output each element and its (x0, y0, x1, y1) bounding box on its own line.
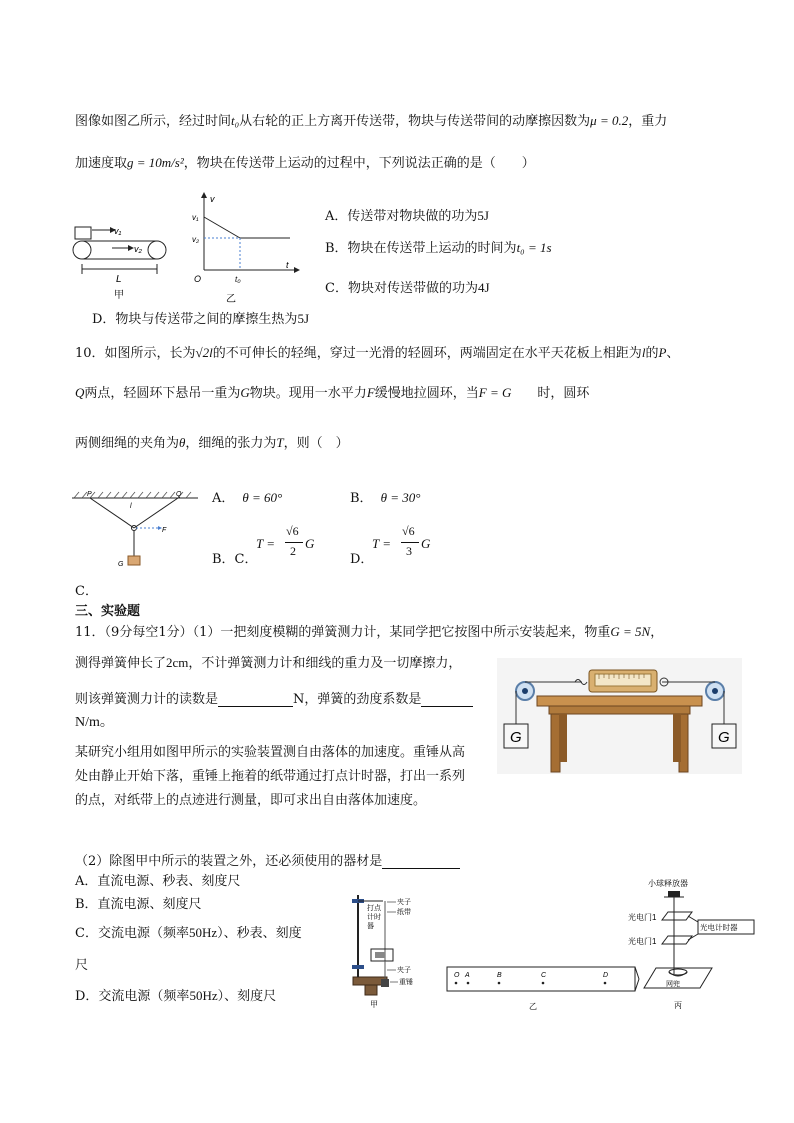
rope-figure (70, 488, 200, 570)
label-timer: 打点 (367, 905, 381, 912)
label-t: t (286, 260, 289, 270)
fraction-denominator: 2 (290, 544, 296, 558)
arrowhead (201, 192, 207, 198)
clamp-bottom (352, 965, 364, 969)
q11-paragraph (75, 741, 465, 813)
paragraph-line: 某研究小组用如图甲所示的实验装置测自由落体的加速度。重锤从高 (75, 745, 466, 760)
weight-block (128, 556, 140, 565)
q10-l: l (641, 345, 646, 360)
q10-len: √2l (195, 345, 213, 360)
paper-tape-figure (445, 965, 640, 1013)
q10-stray-c: C． (75, 584, 98, 599)
fraction-numerator: √6 (402, 524, 415, 538)
q11-line2 (75, 652, 461, 671)
q9-text: ，重力 (628, 114, 668, 129)
q9-option-d[interactable] (92, 308, 309, 327)
option-text: A．传送带对物块做的功为 (325, 209, 478, 224)
option-value: θ = 30° (380, 490, 421, 505)
q11-text: （2）除图甲中所示的装置之外，还必须使用的器材是 (75, 854, 383, 869)
q11-text: 。 (99, 714, 114, 730)
q10-F: F (366, 385, 375, 400)
label-releaser: 小球释放器 (648, 879, 688, 888)
option-G: G (305, 536, 315, 551)
label-C: C (541, 972, 547, 979)
fraction-bar (401, 542, 419, 543)
q9-text: 加速度取 (75, 156, 128, 171)
spring-table-figure (497, 658, 742, 774)
option-text: A． (212, 491, 235, 506)
label-P: P (87, 491, 92, 498)
caption-bing: 丙 (674, 1001, 682, 1010)
caption-yi: 乙 (529, 1002, 537, 1011)
option-text: ）、刻度尺 (217, 989, 277, 1004)
q10-option-b[interactable] (350, 487, 420, 506)
table-leg-back (673, 714, 681, 762)
q11-text: N，弹簧的劲度系数是 (293, 692, 422, 707)
q10-text: 的不可伸长的轻绳，穿过一光滑的轻圆环，两端固定在水平天花板上相距为 (212, 346, 642, 361)
label-v2: v₂ (134, 244, 142, 254)
dot (455, 982, 458, 985)
q9-option-b[interactable] (325, 237, 552, 256)
option-text: D．交流电源（频率 (75, 989, 190, 1004)
gate2 (662, 936, 692, 944)
q10-text: 缓慢地拉圆环，当 (374, 386, 479, 401)
label-D: D (603, 972, 609, 979)
q9-g: g = 10m/s² (127, 155, 184, 170)
dot (604, 982, 607, 985)
q11-option-a[interactable]: A．直流电源、秒表、刻度尺 (75, 874, 241, 889)
q11-text: ， (650, 625, 664, 640)
option-value: 5J (477, 208, 489, 223)
releaser (668, 891, 680, 897)
option-value: 4J (477, 280, 490, 295)
q9-text: 图像如图乙所示，经过时间 (75, 114, 232, 129)
option-text: D．物块与传送带之间的摩擦生热为 (92, 312, 298, 327)
q10-text: 两点，轻圆环下悬吊一重为 (84, 386, 241, 401)
label-O: O (194, 274, 202, 284)
conveyor-figure (70, 222, 175, 302)
q10-line1 (75, 342, 679, 361)
rope-left (90, 498, 134, 528)
q11-stretch: 2cm (166, 655, 189, 670)
q11-line4 (75, 711, 114, 731)
pulley-axle (522, 688, 528, 694)
q9-text: ，物块在传送带上运动的过程中，下列说法正确的是（ ） (183, 156, 535, 171)
q9-mu: μ = 0.2 (590, 113, 629, 128)
q10-text: 时，圆环 (537, 386, 590, 401)
label-L: L (116, 274, 122, 285)
dot (498, 982, 501, 985)
label-G-right: G (718, 729, 730, 746)
q10-Q: Q (75, 385, 85, 400)
label-v2: v₂ (192, 235, 200, 244)
timer-window (375, 952, 385, 958)
label-Q: Q (176, 491, 182, 498)
q11-option-b[interactable]: B．直流电源、刻度尺 (75, 897, 202, 912)
q9-text: 从右轮的正上方离开传送带，物块与传送带间的动摩擦因数为 (239, 114, 591, 129)
paragraph-line: 的点，对纸带上的点迹进行测量，即可求出自由落体加速度。 (75, 793, 427, 808)
option-value: 5J (297, 311, 309, 326)
q10-G: G (240, 385, 250, 400)
q10-line3 (75, 432, 349, 451)
q10-text: 10．如图所示，长为 (75, 346, 196, 361)
answer-blank-stiffness[interactable] (421, 692, 473, 707)
option-text: B． (350, 491, 373, 506)
label-v1: v₁ (114, 226, 122, 236)
pulley-axle (712, 688, 718, 694)
table-leg-back (559, 714, 567, 762)
section-title: 三、实验题 (75, 604, 141, 619)
label-l: l (130, 503, 132, 510)
fraction-bar (285, 542, 303, 543)
q10-text: 、 (666, 346, 680, 361)
q11-G: G = 5N (610, 624, 651, 639)
table-top (537, 696, 702, 706)
arrowhead (294, 267, 300, 273)
answer-blank-reading[interactable] (218, 692, 293, 707)
q10-line2 (75, 382, 589, 401)
q11-text: 测得弹簧伸长了 (75, 656, 167, 671)
option-text: ）、秒表、刻度 (217, 926, 302, 941)
label-G: G (118, 561, 124, 568)
q9-t0: t₀ (231, 113, 240, 128)
block (75, 227, 91, 239)
label-net: 网兜 (666, 981, 680, 988)
q11-sub2 (75, 850, 460, 869)
label-gate2: 光电门1 (628, 937, 657, 946)
q11-line3 (75, 688, 473, 707)
paragraph-line: 处由静止开始下落，重锤上拖着的纸带通过打点计时器，打出一系列 (75, 769, 466, 784)
table-leg-left (551, 714, 560, 772)
q9-line1 (75, 110, 667, 129)
label-A: A (465, 972, 470, 979)
photogate-figure (628, 876, 758, 1012)
option-T: T = (256, 536, 276, 551)
q10-T: T (276, 435, 284, 450)
vt-graph (190, 192, 300, 304)
decel-line (204, 217, 240, 238)
dot (542, 982, 545, 985)
spring-balance-scale (595, 674, 651, 686)
fraction-denominator: 3 (406, 544, 412, 558)
q11-option-d[interactable] (75, 985, 276, 1004)
gate1 (662, 912, 692, 920)
label-gate1: 光电门1 (628, 913, 657, 922)
q10-text: ，细绳的张力为 (185, 436, 277, 451)
stand-foot (365, 985, 377, 995)
q11-option-c-cont: 尺 (75, 958, 89, 973)
label-timer: 光电计时器 (700, 923, 738, 932)
wire (688, 916, 698, 922)
option-value: θ = 60° (242, 490, 283, 505)
rope-right (134, 498, 178, 528)
ticker-timer-figure (345, 893, 425, 1011)
option-text: C．交流电源（频率 (75, 926, 189, 941)
wire (688, 934, 698, 940)
caption-jia: 甲 (114, 290, 124, 301)
q10-P: P (658, 345, 667, 360)
left-wheel (73, 241, 91, 259)
label-timer: 计时 (367, 914, 381, 921)
q10-text: ，则（ ） (283, 436, 349, 451)
q10-text: 的 (645, 346, 659, 361)
option-value: t₀ = 1s (516, 240, 552, 255)
dot (467, 982, 470, 985)
right-wheel (148, 241, 166, 259)
option-value: 50Hz (189, 988, 218, 1003)
q10-text: 物块。现用一水平力 (249, 386, 367, 401)
q11-option-c[interactable] (75, 922, 302, 941)
q9-option-c[interactable] (325, 277, 490, 296)
q9-line2 (75, 152, 535, 171)
q10-text: 两侧细绳的夹角为 (75, 436, 180, 451)
label-G-left: G (510, 729, 522, 746)
option-text: C．物块对传送带做的功为 (325, 281, 478, 296)
label-O: O (454, 972, 460, 979)
label-clip: 夹子 (397, 899, 411, 906)
label-F: F (162, 527, 167, 534)
option-text: B．C． (212, 552, 258, 567)
q11-text: ，不计弹簧测力计和细线的重力及一切摩擦力， (188, 656, 462, 671)
option-value: 50Hz (188, 925, 218, 940)
label-tape: 纸带 (397, 909, 411, 916)
answer-blank-equipment[interactable] (382, 854, 460, 869)
heavy-weight (381, 979, 389, 987)
caption-yi: 乙 (226, 294, 236, 304)
q11-text: 则该弹簧测力计的读数是 (75, 692, 219, 707)
option-text: D． (350, 552, 374, 567)
option-T: T = (372, 536, 392, 551)
q11-unit: N/m (75, 715, 100, 730)
q11-line1 (75, 621, 663, 640)
table-apron (549, 706, 690, 714)
q10-option-a[interactable] (212, 487, 282, 506)
tape-outline (447, 967, 635, 991)
q11-text: 11．（9分每空1分）（1）一把刻度模糊的弹簧测力计，某同学把它按图中所示安装起来，物重 (75, 625, 611, 640)
option-G: G (421, 536, 431, 551)
option-text: B．物块在传送带上运动的时间为 (325, 241, 517, 256)
label-timer: 器 (367, 923, 374, 930)
label-B: B (497, 972, 502, 979)
q10-eq: F = G (478, 385, 512, 400)
caption-jia: 甲 (370, 1000, 378, 1009)
label-v1: v₁ (192, 213, 199, 222)
q9-option-a[interactable] (325, 205, 489, 224)
q10-theta: θ (179, 435, 186, 450)
label-v: v (210, 194, 215, 204)
label-weight: 重锤 (399, 979, 413, 986)
fraction-numerator: √6 (286, 524, 299, 538)
label-t0: t₀ (235, 275, 241, 284)
label-clip: 夹子 (397, 967, 411, 974)
